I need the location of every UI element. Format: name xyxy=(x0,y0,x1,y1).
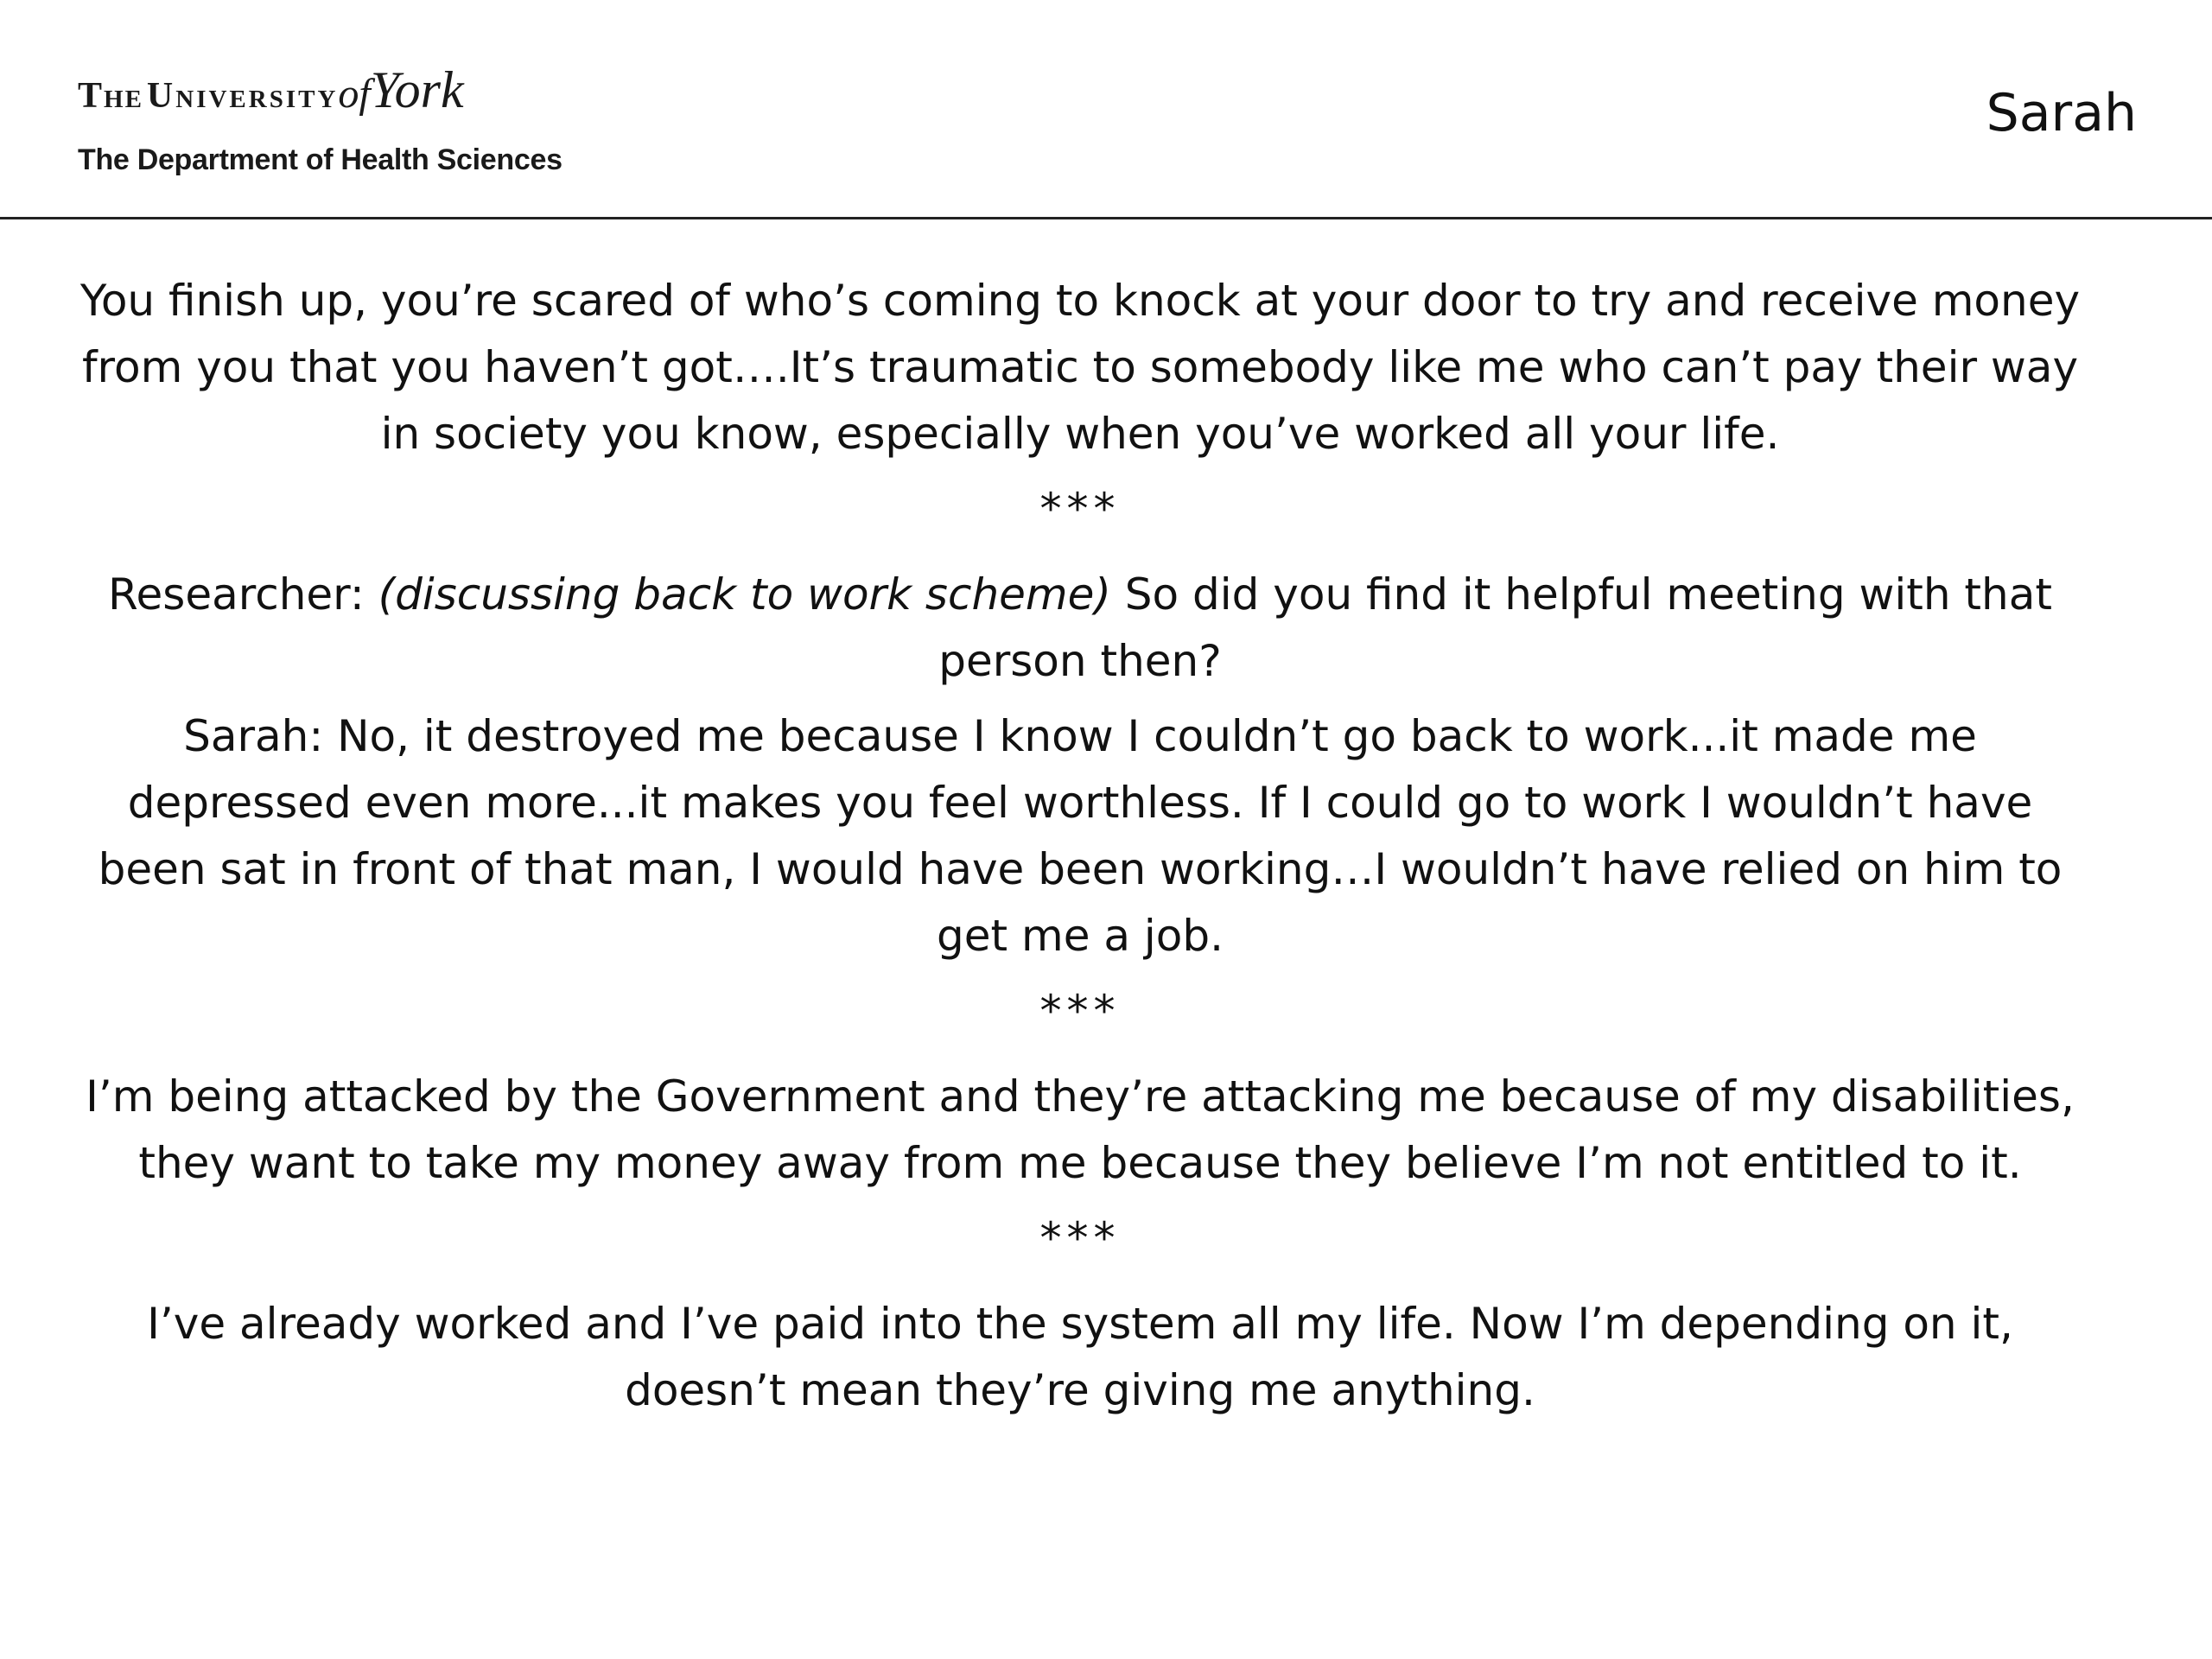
quote-paragraph-3: Sarah: No, it destroyed me because I know I couldn’t go back to work...it made me depressed even more...it makes you feel worthless. If I could go to work I wouldn’t have been sat in front of that man, I would have been working…I wouldn’t have relied on him to get me a job. xyxy=(98,711,2063,961)
logo-of: of xyxy=(338,71,371,117)
logo-wordmark xyxy=(78,60,464,120)
context-note: (discussing back to work scheme) xyxy=(378,569,1111,620)
header-divider xyxy=(0,217,2212,219)
separator-1: *** xyxy=(1039,484,1121,534)
quote-paragraph-1: You finish up, you’re scared of who’s coming to knock at your door to try and receive money from you that you haven’t got….It’s traumatic to somebody like me who can’t pay their way in society you know, especially when you’ve worked all your life. xyxy=(79,276,2081,459)
quotes-body xyxy=(78,268,2082,1424)
separator-2: *** xyxy=(1039,986,1121,1036)
researcher-label: Researcher: xyxy=(108,569,378,620)
researcher-question: So did you find it helpful meeting with that person then? xyxy=(938,569,2052,686)
header xyxy=(0,0,2212,219)
quote-paragraph-5: I’ve already worked and I’ve paid into the system all my life. Now I’m depending on it, doesn’t mean they’re giving me anything. xyxy=(147,1299,2013,1415)
logo-university: University xyxy=(146,76,339,116)
logo-the: The xyxy=(78,76,143,116)
university-of-york-logo xyxy=(78,60,613,190)
logo-york: York xyxy=(370,61,464,118)
quote-paragraph-4: I’m being attacked by the Government and they’re attacking me because of my disabilities, they want to take my money away from me because they believe I’m not entitled to it. xyxy=(86,1071,2075,1188)
department-name: The Department of Health Sciences xyxy=(78,143,563,176)
separator-3: *** xyxy=(1039,1213,1121,1263)
quote-paragraph-2 xyxy=(78,562,2082,695)
speaker-name: Sarah xyxy=(1986,83,2137,143)
